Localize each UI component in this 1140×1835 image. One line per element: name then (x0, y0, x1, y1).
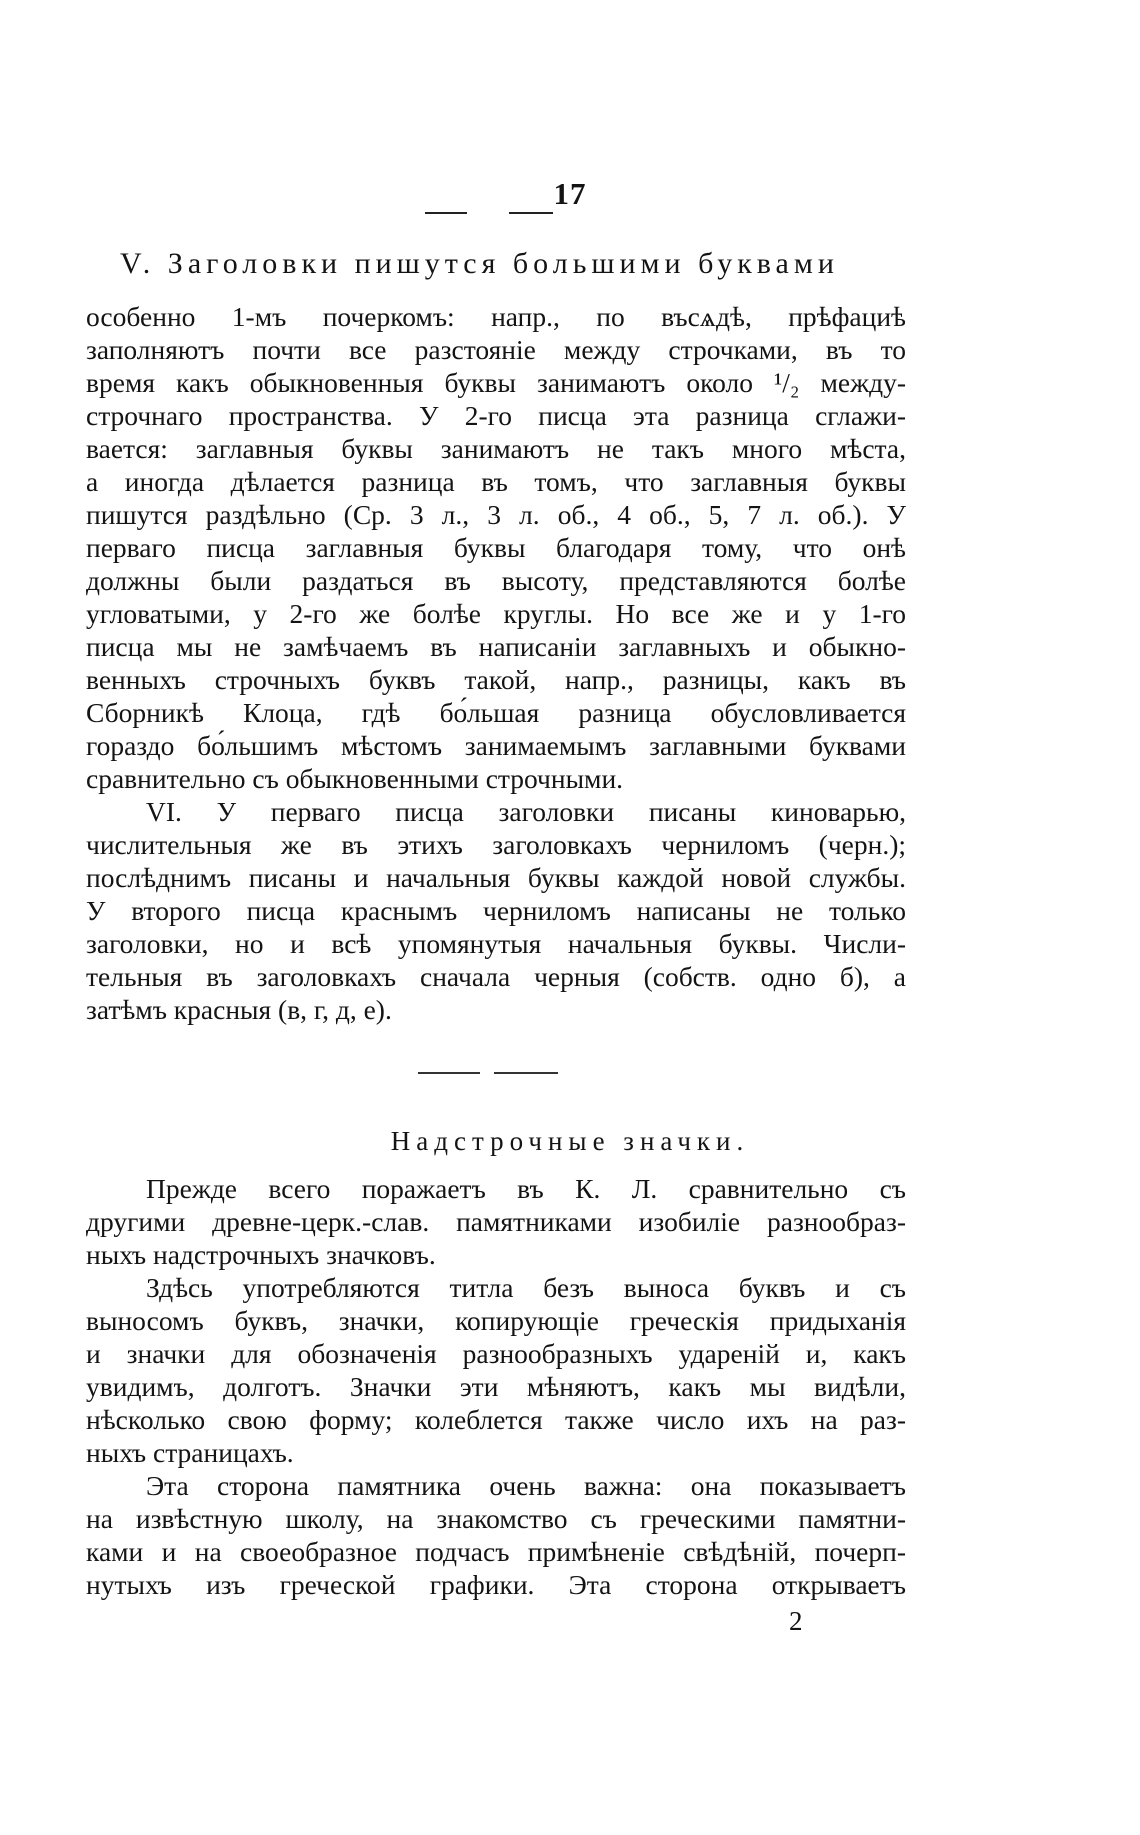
text-line: числительныя же въ этихъ заголовкахъ черниломъ (черн.); (86, 829, 906, 860)
text-line: VI. У перваго писца заголовки писаны киноварью, (146, 796, 906, 827)
text-line: на извѣстную школу, на знакомство съ греческими памятни- (86, 1503, 906, 1534)
text-line: нутыхъ изъ греческой графики. Эта сторона открываетъ (86, 1569, 906, 1600)
heading-v: V. Заголовки пишутся большими буквами (120, 247, 839, 280)
paragraph-v (86, 300, 906, 795)
text-line: гораздо бо́льшимъ мѣстомъ занимаемымъ заглавными буквами (86, 730, 906, 761)
text-line: ныхъ надстрочныхъ значковъ. (86, 1239, 436, 1270)
section-paragraph-2 (86, 1271, 906, 1469)
text-line: писца мы не замѣчаемъ въ написаніи заглавныхъ и обыкно- (86, 631, 906, 662)
text-line: пишутся раздѣльно (Ср. 3 л., 3 л. об., 4 об., 5, 7 л. об.). У (86, 499, 906, 530)
text-line: Эта сторона памятника очень важна: она показываетъ (146, 1470, 906, 1501)
text-line: ныхъ страницахъ. (86, 1437, 294, 1468)
text-line: строчнаго пространства. У 2-го писца эта разница сглажи- (86, 400, 906, 431)
signature-mark: 2 (789, 1606, 803, 1636)
text-line: время какъ обыкновенныя буквы занимаютъ около ¹/₂ между- (86, 367, 906, 398)
page-number-rule-left (425, 212, 467, 214)
text-line: и значки для обозначенія разнообразныхъ удареній и, какъ (86, 1338, 906, 1369)
text-line: особенно 1-мъ почеркомъ: напр., по въсѧдѣ, прѣфациѣ (86, 301, 906, 332)
text-line: должны были раздаться въ высоту, представляются болѣе (86, 565, 906, 596)
paragraph-vi (86, 795, 906, 1026)
text-line: ками и на своеобразное подчасъ примѣненіе свѣдѣній, почерп- (86, 1536, 906, 1567)
text-line: послѣднимъ писаны и начальныя буквы каждой новой службы. (86, 862, 906, 893)
text-line: Сборникѣ Клоца, гдѣ бо́льшая разница обусловливается (86, 697, 906, 728)
section-separator-right (494, 1072, 558, 1074)
page-number-rule-right (509, 212, 553, 214)
text-line: сравнительно съ обыкновенными строчными. (86, 763, 624, 794)
text-line: нѣсколько свою форму; колеблется также число ихъ на раз- (86, 1404, 906, 1435)
section-heading: Надстрочные значки. (390, 1126, 750, 1156)
text-line: другими древне-церк.-слав. памятниками изобиліе разнообраз- (86, 1206, 906, 1237)
text-line: заполняютъ почти все разстояніе между строчками, въ то (86, 334, 906, 365)
text-line: Прежде всего поражаетъ въ К. Л. сравнительно съ (146, 1173, 906, 1204)
section-paragraph-1 (86, 1172, 906, 1271)
text-line: угловатыми, у 2-го же болѣе круглы. Но все же и у 1-го (86, 598, 906, 629)
text-line: увидимъ, долготъ. Значки эти мѣняютъ, какъ мы видѣли, (86, 1371, 906, 1402)
text-line: заголовки, но и всѣ упомянутыя начальныя буквы. Числи- (86, 928, 906, 959)
text-line: перваго писца заглавныя буквы благодаря тому, что онѣ (86, 532, 906, 563)
text-line: тельныя въ заголовкахъ сначала черныя (собств. одно б), а (86, 961, 906, 992)
section-separator-left (418, 1072, 480, 1074)
text-line: а иногда дѣлается разница въ томъ, что заглавныя буквы (86, 466, 906, 497)
text-line: Здѣсь употребляются титла безъ выноса буквъ и съ (146, 1272, 906, 1303)
text-line: венныхъ строчныхъ буквъ такой, напр., разницы, какъ въ (86, 664, 906, 695)
page-number: 17 (553, 176, 587, 211)
text-line: У второго писца краснымъ черниломъ написаны не только (86, 895, 906, 926)
page-number-header (0, 176, 1140, 212)
text-line: затѣмъ красныя (в, г, д, е). (86, 994, 392, 1025)
section-paragraph-3 (86, 1469, 906, 1601)
text-line: вается: заглавныя буквы занимаютъ не такъ много мѣста, (86, 433, 906, 464)
text-line: выносомъ буквъ, значки, копирующіе греческія придыханія (86, 1305, 906, 1336)
